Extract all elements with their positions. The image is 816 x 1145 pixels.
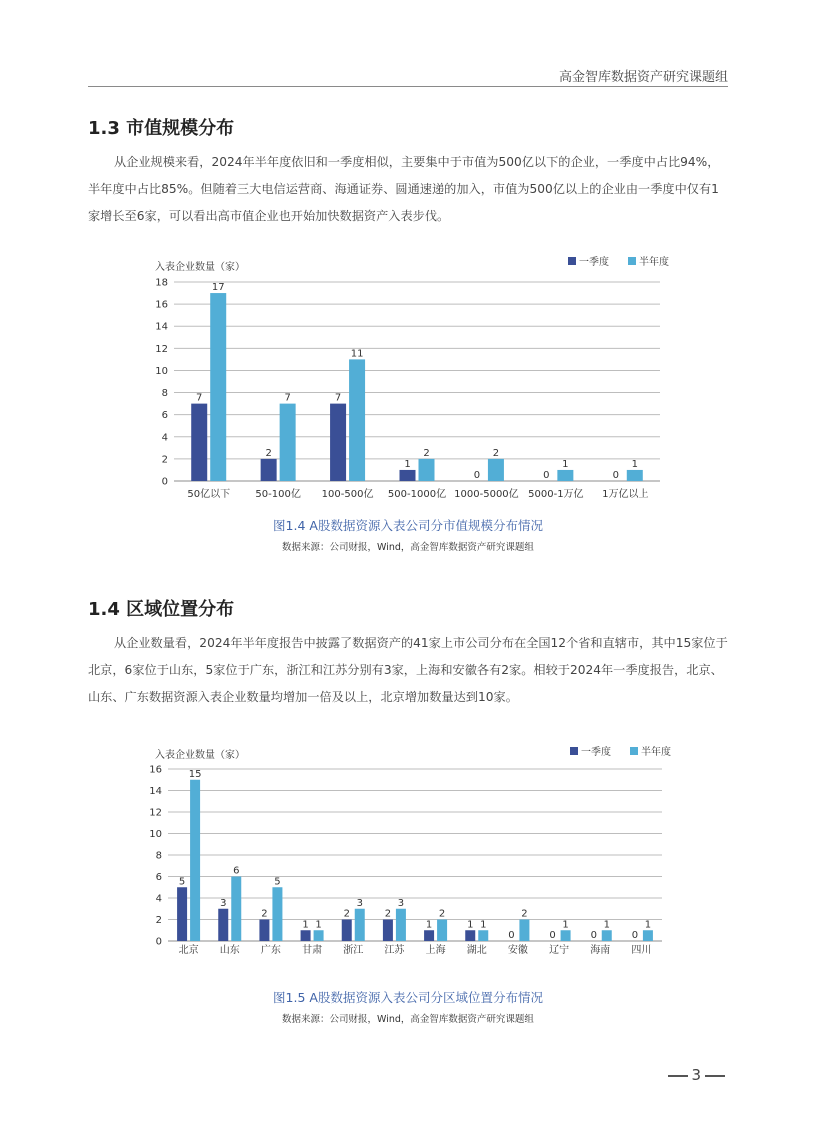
bar-h1 bbox=[488, 459, 504, 481]
data-label: 2 bbox=[384, 908, 392, 920]
chart-source-market-cap: 数据来源：公司财报，Wind，高金智库数据资产研究课题组 bbox=[282, 542, 534, 553]
data-label: 2 bbox=[423, 447, 430, 459]
data-label: 2 bbox=[261, 908, 268, 920]
data-label: 1 bbox=[404, 458, 411, 470]
bar-h1 bbox=[355, 909, 365, 941]
data-label: 2 bbox=[492, 447, 500, 459]
header-divider bbox=[88, 86, 728, 87]
x-tick-label: 1万亿以上 bbox=[602, 489, 649, 500]
bar-h1 bbox=[314, 930, 324, 941]
data-label: 3 bbox=[397, 897, 405, 909]
x-tick-label: 四川 bbox=[631, 945, 652, 956]
bar-q1 bbox=[424, 930, 434, 941]
data-label: 7 bbox=[334, 392, 342, 404]
section-title-market-cap: 1.3 市值规模分布 bbox=[88, 118, 235, 139]
y-tick-label: 8 bbox=[161, 388, 168, 400]
section-paragraph-region: 从企业数量看，2024年半年度报告中披露了数据资产的41家上市公司分布在全国12个省和直辖市，其中15家位于北京，6家位于山东，5家位于广东，浙江和江苏分别有3家，上海和安徽各有2家。相较于2024年一季度报告，北京、山东、广东数据资源入表企业数量均增加一倍及以上，北京增加数量达到10家。 bbox=[88, 636, 728, 704]
legend-label-h1: 半年度 bbox=[641, 747, 671, 758]
x-tick-label: 浙江 bbox=[343, 945, 364, 956]
x-tick-label: 山东 bbox=[219, 945, 240, 956]
data-label: 7 bbox=[284, 392, 291, 404]
bar-h1 bbox=[231, 877, 241, 942]
bar-q1 bbox=[465, 930, 475, 941]
data-label: 1 bbox=[644, 919, 652, 931]
data-label: 1 bbox=[467, 919, 474, 931]
bar-q1 bbox=[301, 930, 311, 941]
data-label: 1 bbox=[425, 919, 433, 931]
data-label: 6 bbox=[233, 865, 240, 877]
x-tick-label: 1000-5000亿 bbox=[454, 489, 519, 500]
data-label: 0 bbox=[543, 470, 550, 481]
chart-market-cap bbox=[0, 250, 816, 510]
legend-label-q1: 一季度 bbox=[581, 747, 611, 758]
data-label: 1 bbox=[480, 919, 487, 931]
bar-q1 bbox=[191, 404, 207, 481]
bar-h1 bbox=[396, 909, 406, 941]
y-axis-label: 入表企业数量（家） bbox=[155, 262, 245, 273]
y-tick-label: 16 bbox=[155, 299, 168, 311]
bar-h1 bbox=[349, 359, 365, 481]
bar-h1 bbox=[478, 930, 488, 941]
section-title-region: 1.4 区域位置分布 bbox=[88, 599, 235, 620]
legend-swatch-q1 bbox=[568, 257, 576, 265]
y-tick-label: 14 bbox=[149, 786, 162, 797]
legend-label-h1: 半年度 bbox=[639, 257, 669, 268]
data-label: 3 bbox=[356, 897, 363, 909]
y-tick-label: 6 bbox=[161, 410, 168, 422]
data-label: 0 bbox=[549, 930, 556, 941]
bar-q1 bbox=[259, 920, 269, 942]
chart-region-svg bbox=[0, 738, 816, 968]
y-tick-label: 2 bbox=[161, 454, 168, 466]
chart-region bbox=[0, 738, 816, 968]
data-label: 0 bbox=[631, 930, 639, 941]
y-tick-label: 10 bbox=[149, 829, 162, 840]
x-tick-label: 辽宁 bbox=[549, 945, 570, 956]
y-tick-label: 12 bbox=[149, 807, 162, 819]
bar-h1 bbox=[272, 887, 282, 941]
page-number bbox=[665, 1066, 728, 1084]
bar-h1 bbox=[627, 470, 643, 481]
y-tick-label: 2 bbox=[155, 915, 162, 926]
data-label: 1 bbox=[603, 919, 610, 931]
x-tick-label: 上海 bbox=[425, 945, 446, 956]
y-tick-label: 12 bbox=[155, 343, 168, 355]
bar-h1 bbox=[437, 920, 447, 942]
data-label: 2 bbox=[265, 447, 272, 459]
bar-q1 bbox=[383, 920, 393, 942]
data-label: 5 bbox=[274, 876, 281, 888]
y-tick-label: 0 bbox=[155, 936, 162, 948]
y-tick-label: 10 bbox=[155, 365, 168, 377]
data-label: 0 bbox=[612, 470, 619, 481]
header-title: 高金智库数据资产研究课题组 bbox=[558, 70, 728, 85]
bar-h1 bbox=[419, 459, 435, 481]
x-tick-label: 湖北 bbox=[466, 945, 487, 956]
page-number-dash-right bbox=[705, 1075, 725, 1077]
bar-q1 bbox=[177, 887, 187, 941]
data-label: 2 bbox=[521, 908, 528, 920]
data-label: 15 bbox=[188, 768, 202, 780]
bar-h1 bbox=[210, 293, 226, 481]
bar-q1 bbox=[330, 404, 346, 481]
x-tick-label: 安徽 bbox=[507, 945, 528, 956]
y-tick-label: 6 bbox=[155, 872, 162, 883]
x-tick-label: 100-500亿 bbox=[321, 489, 374, 500]
x-tick-label: 5000-1万亿 bbox=[528, 489, 584, 500]
y-tick-label: 8 bbox=[155, 850, 162, 862]
bar-q1 bbox=[261, 459, 277, 481]
bar-h1 bbox=[519, 920, 529, 942]
x-tick-label: 北京 bbox=[178, 945, 199, 956]
data-label: 0 bbox=[508, 930, 515, 941]
y-tick-label: 0 bbox=[161, 476, 168, 488]
page-number-dash-left bbox=[668, 1075, 688, 1077]
x-tick-label: 江苏 bbox=[384, 945, 405, 956]
chart-market-cap-svg bbox=[0, 250, 816, 510]
x-tick-label: 50-100亿 bbox=[255, 489, 301, 500]
y-tick-label: 4 bbox=[161, 432, 168, 444]
chart-caption-region: 图1.5 A股数据资源入表公司分区域位置分布情况 bbox=[273, 990, 543, 1005]
legend-swatch-q1 bbox=[570, 747, 578, 755]
y-tick-label: 18 bbox=[155, 277, 168, 289]
data-label: 1 bbox=[631, 458, 638, 470]
bar-h1 bbox=[602, 930, 612, 941]
legend-swatch-h1 bbox=[628, 257, 636, 265]
y-tick-label: 4 bbox=[155, 893, 162, 905]
bar-h1 bbox=[557, 470, 573, 481]
data-label: 1 bbox=[315, 919, 322, 931]
legend-swatch-h1 bbox=[630, 747, 638, 755]
data-label: 0 bbox=[473, 470, 481, 481]
chart-caption-market-cap: 图1.4 A股数据资源入表公司分市值规模分布情况 bbox=[273, 518, 543, 533]
data-label: 2 bbox=[438, 908, 446, 920]
data-label: 5 bbox=[178, 876, 186, 888]
bar-h1 bbox=[280, 404, 296, 481]
data-label: 7 bbox=[196, 392, 203, 404]
data-label: 0 bbox=[590, 930, 597, 941]
data-label: 2 bbox=[343, 908, 350, 920]
bar-q1 bbox=[218, 909, 228, 941]
x-tick-label: 500-1000亿 bbox=[387, 489, 447, 500]
legend-label-q1: 一季度 bbox=[579, 257, 609, 268]
bar-h1 bbox=[190, 780, 200, 941]
x-tick-label: 广东 bbox=[260, 945, 281, 956]
bar-q1 bbox=[400, 470, 416, 481]
section-paragraph-market-cap: 从企业规模来看，2024年半年度依旧和一季度相似，主要集中于市值为500亿以下的企业，一季度中占比94%，半年度中占比85%。但随着三大电信运营商、海通证券、圆通速递的加入，市值为500亿以上的企业由一季度中仅有1家增长至6家，可以看出高市值企业也开始加快数据资产入表步伐。 bbox=[88, 155, 720, 223]
bar-h1 bbox=[561, 930, 571, 941]
data-label: 3 bbox=[220, 897, 227, 909]
data-label: 1 bbox=[562, 458, 569, 470]
data-label: 1 bbox=[302, 919, 309, 931]
y-tick-label: 16 bbox=[149, 764, 162, 776]
x-tick-label: 50亿以下 bbox=[187, 489, 231, 500]
x-tick-label: 甘肃 bbox=[302, 945, 323, 956]
y-axis-label: 入表企业数量（家） bbox=[155, 750, 245, 761]
chart-source-region: 数据来源：公司财报，Wind，高金智库数据资产研究课题组 bbox=[282, 1014, 534, 1025]
bar-q1 bbox=[342, 920, 352, 942]
data-label: 17 bbox=[211, 282, 225, 294]
x-tick-label: 海南 bbox=[590, 945, 611, 956]
data-label: 11 bbox=[350, 348, 364, 360]
y-tick-label: 14 bbox=[155, 321, 168, 333]
bar-h1 bbox=[643, 930, 653, 941]
page-number-value: 3 bbox=[691, 1066, 702, 1084]
data-label: 1 bbox=[562, 919, 569, 931]
